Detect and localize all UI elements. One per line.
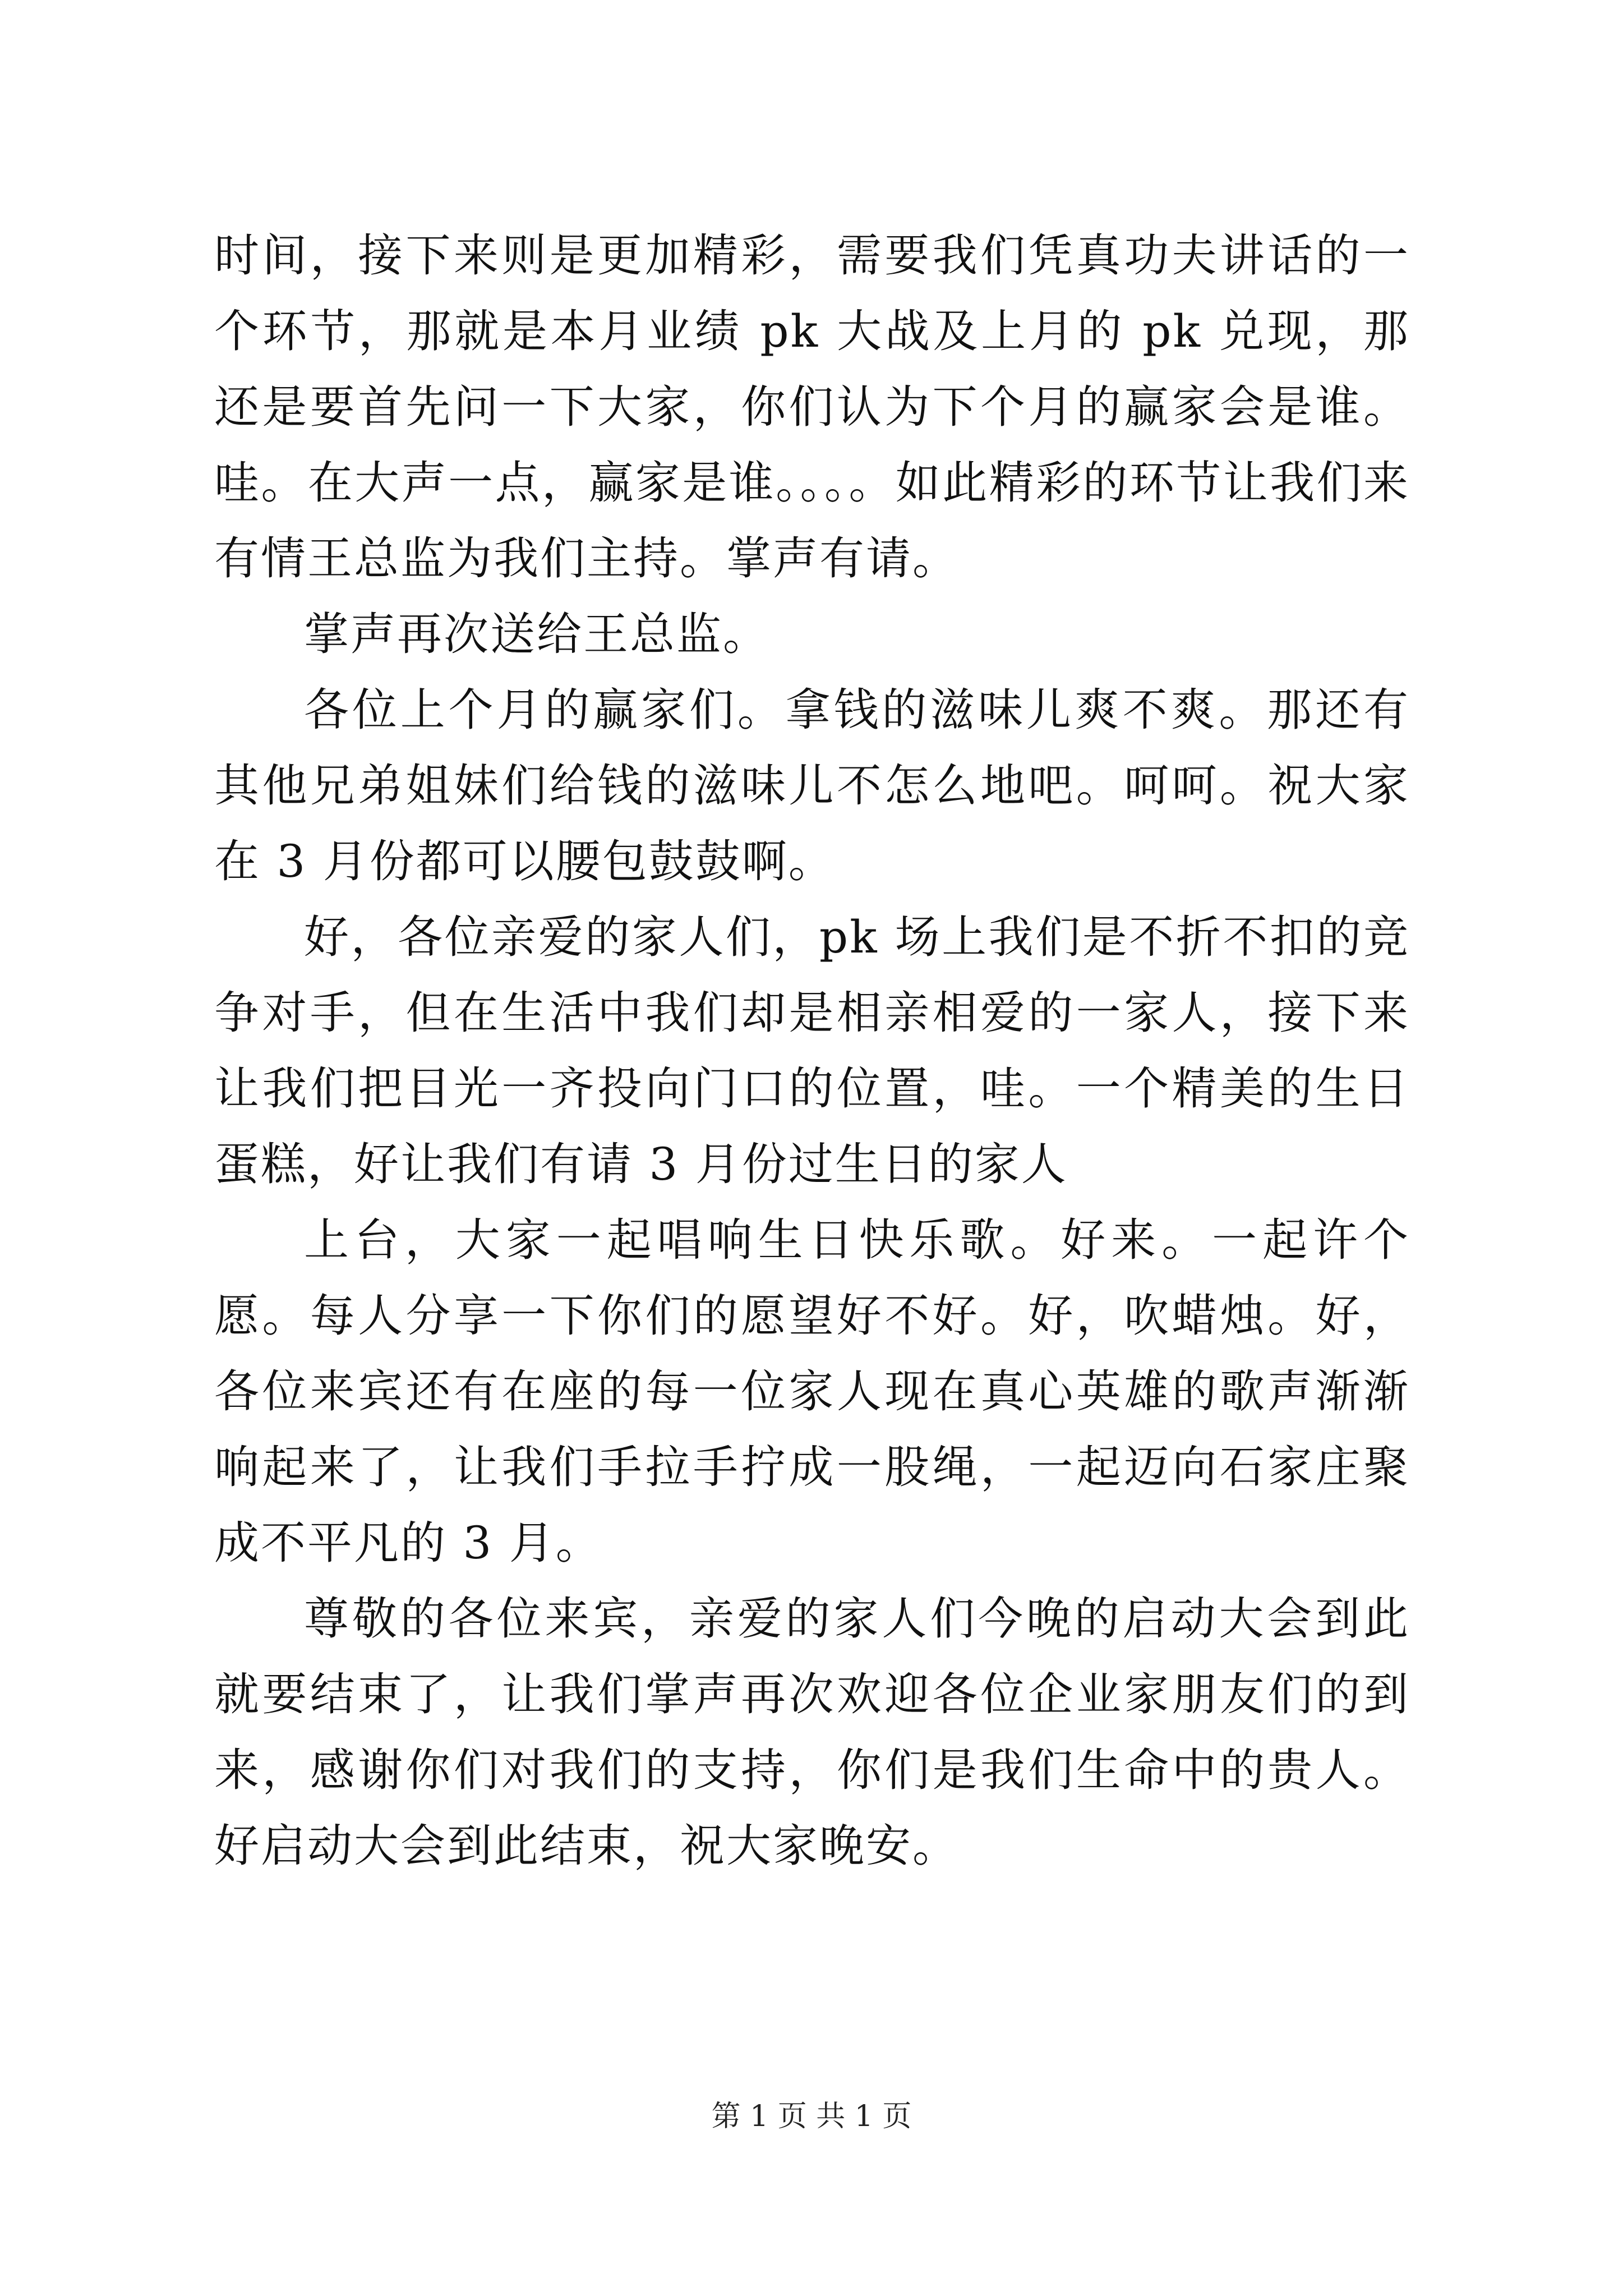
document-body xyxy=(214,218,1410,1884)
paragraph-2: 掌声再次送给王总监。 xyxy=(304,608,769,660)
paragraph-3: 各位上个月的赢家们。拿钱的滋味儿爽不爽。那还有其他兄弟姐妹们给钱的滋味儿不怎么地吧。呵呵。祝大家在 3 月份都可以腰包鼓鼓啊。 xyxy=(214,684,1410,887)
page-footer: 第 1 页 共 1 页 xyxy=(711,2100,912,2133)
paragraph-5: 上台，大家一起唱响生日快乐歌。好来。一起许个愿。每人分享一下你们的愿望好不好。好，吹蜡烛。好，各位来宾还有在座的每一位家人现在真心英雄的歌声渐渐响起来了，让我们手拉手拧成一股绳，一起迈向石家庄聚成不平凡的 3 月。 xyxy=(214,1214,1410,1569)
paragraph-1: 时间，接下来则是更加精彩，需要我们凭真功夫讲话的一个环节，那就是本月业绩 pk 大战及上月的 pk 兑现，那还是要首先问一下大家，你们认为下个月的赢家会是谁。哇。在大声一点，赢家是谁。。。。如此精彩的环节让我们来有情王总监为我们主持。掌声有请。 xyxy=(214,229,1410,585)
paragraph-4: 好，各位亲爱的家人们，pk 场上我们是不折不扣的竞争对手，但在生活中我们却是相亲相爱的一家人，接下来让我们把目光一齐投向门口的位置，哇。一个精美的生日蛋糕，好让我们有请 3 月份过生日的家人 xyxy=(214,911,1410,1190)
paragraph-6: 尊敬的各位来宾，亲爱的家人们今晚的启动大会到此就要结束了，让我们掌声再次欢迎各位企业家朋友们的到来，感谢你们对我们的支持，你们是我们生命中的贵人。好启动大会到此结束，祝大家晚安。 xyxy=(214,1593,1410,1872)
